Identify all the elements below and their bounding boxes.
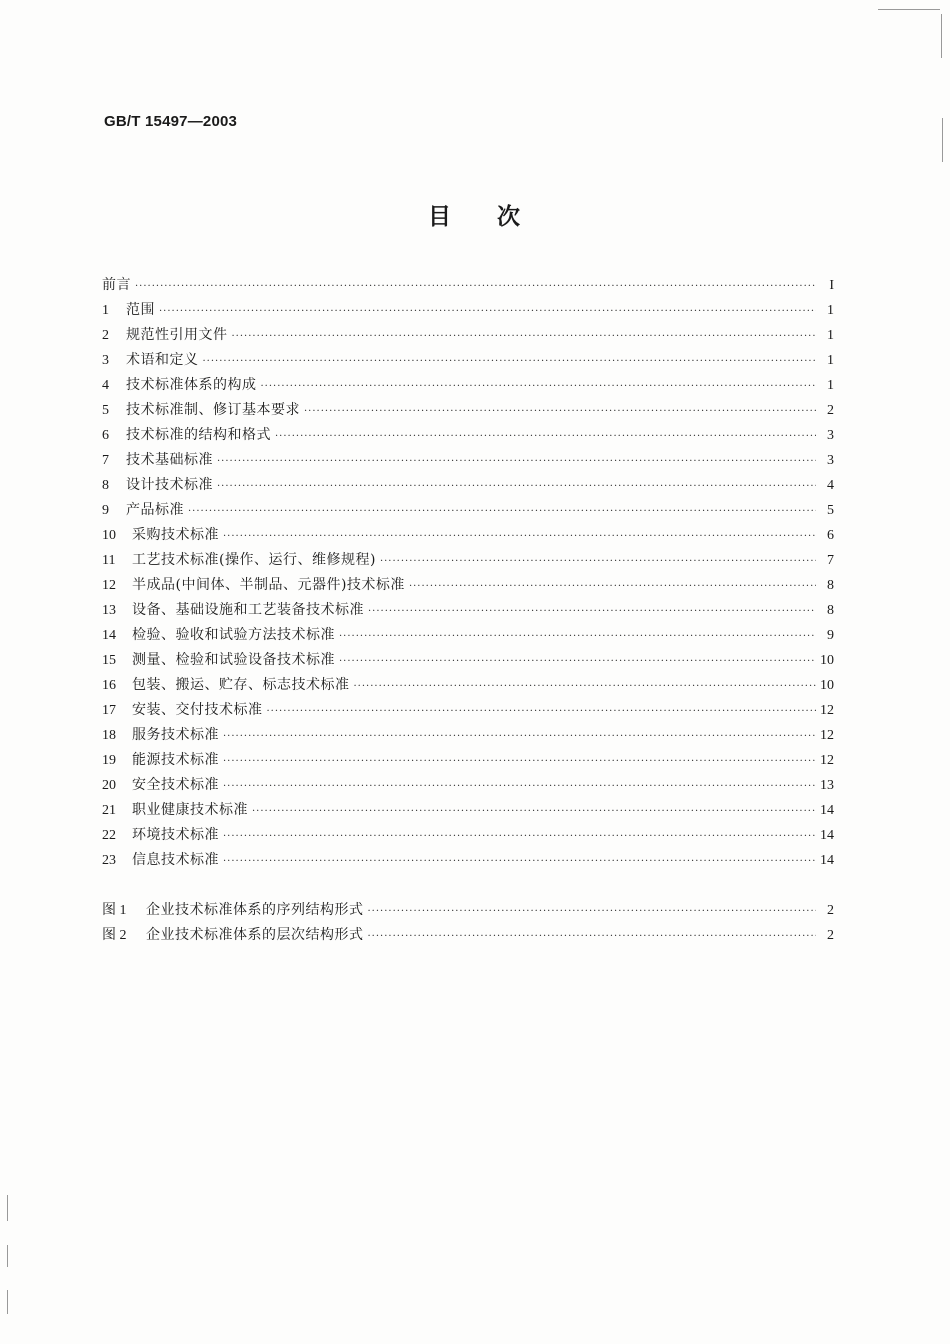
toc-entry-page: 4 (827, 478, 834, 493)
toc-entry-page: 14 (820, 803, 834, 818)
toc-entry-number: 20 (102, 778, 116, 793)
toc-entry-number: 21 (102, 803, 116, 818)
toc-entry-page: 1 (827, 328, 834, 343)
toc-entry-number: 13 (102, 603, 116, 618)
toc-entry-page: I (829, 278, 834, 293)
toc-figure-page: 2 (827, 928, 834, 943)
toc-entry-number: 23 (102, 853, 116, 868)
toc-leader-dots (188, 499, 816, 524)
toc-entry[interactable] (102, 773, 834, 798)
toc-entry-number: 16 (102, 678, 116, 693)
toc-entry[interactable] (102, 373, 834, 398)
toc-entry-page: 10 (820, 653, 834, 668)
toc-entry-number: 9 (102, 503, 109, 518)
toc-entry-number: 3 (102, 353, 109, 368)
toc-entry[interactable] (102, 398, 834, 423)
toc-entry-number: 1 (102, 303, 109, 318)
toc-entry-page: 5 (827, 503, 834, 518)
toc-spacer (102, 873, 834, 898)
toc-entry-label: 检验、验收和试验方法技术标准 (132, 627, 335, 643)
toc-entry-label: 技术标准体系的构成 (126, 377, 257, 393)
toc-leader-dots (409, 574, 816, 599)
toc-leader-dots (223, 524, 816, 549)
toc-entry[interactable] (102, 498, 834, 523)
toc-entry-label: 产品标准 (126, 502, 184, 518)
toc-leader-dots (203, 349, 817, 374)
toc-entry-label: 能源技术标准 (132, 752, 219, 768)
toc-entry-number: 15 (102, 653, 116, 668)
toc-entry-label: 安装、交付技术标准 (132, 702, 263, 718)
table-of-contents (102, 273, 834, 948)
toc-entry[interactable] (102, 723, 834, 748)
toc-entry-page: 9 (827, 628, 834, 643)
toc-entry[interactable] (102, 823, 834, 848)
toc-leader-dots (339, 649, 816, 674)
standard-number: GB/T 15497—2003 (104, 113, 238, 130)
toc-entry-number: 5 (102, 403, 109, 418)
toc-entry-label: 工艺技术标准(操作、运行、维修规程) (132, 552, 376, 568)
toc-entry-label: 技术基础标准 (126, 452, 213, 468)
toc-entry-number: 2 (102, 328, 109, 343)
toc-leader-dots (354, 674, 817, 699)
toc-entry[interactable] (102, 423, 834, 448)
toc-figure-label: 企业技术标准体系的序列结构形式 (146, 902, 364, 918)
toc-entry-label: 采购技术标准 (132, 527, 219, 543)
toc-entry-number: 11 (102, 553, 116, 568)
toc-entry-number: 22 (102, 828, 116, 843)
toc-entry[interactable] (102, 798, 834, 823)
toc-entry-label: 设计技术标准 (126, 477, 213, 493)
toc-entry-label: 规范性引用文件 (126, 327, 228, 343)
toc-entry-page: 13 (820, 778, 834, 793)
toc-entry-label: 环境技术标准 (132, 827, 219, 843)
toc-leader-dots (223, 824, 816, 849)
toc-entry-label: 半成品(中间体、半制品、元器件)技术标准 (132, 577, 405, 593)
toc-leader-dots (159, 299, 816, 324)
toc-entry-foreword[interactable] (102, 273, 834, 298)
toc-entry-page: 1 (827, 303, 834, 318)
toc-entry-label: 设备、基础设施和工艺装备技术标准 (132, 602, 364, 618)
toc-entry[interactable] (102, 323, 834, 348)
toc-leader-dots (135, 274, 816, 299)
toc-entry-page: 1 (827, 378, 834, 393)
toc-entry-label: 范围 (126, 302, 155, 318)
toc-entry[interactable] (102, 848, 834, 873)
toc-figure-entry[interactable] (102, 923, 834, 948)
toc-entry-page: 12 (820, 703, 834, 718)
toc-entry-page: 6 (827, 528, 834, 543)
toc-entry-page: 1 (827, 353, 834, 368)
scan-artifact-left-edge (7, 1290, 8, 1314)
toc-entry-number: 18 (102, 728, 116, 743)
toc-leader-dots (223, 774, 816, 799)
toc-entry[interactable] (102, 598, 834, 623)
toc-leader-dots (261, 374, 817, 399)
toc-entry-label: 前言 (102, 277, 131, 293)
toc-entry[interactable] (102, 748, 834, 773)
toc-entry[interactable] (102, 548, 834, 573)
toc-figure-label: 企业技术标准体系的层次结构形式 (146, 927, 364, 943)
toc-leader-dots (368, 899, 817, 924)
toc-leader-dots (232, 324, 817, 349)
toc-leader-dots (217, 449, 816, 474)
toc-leader-dots (368, 599, 816, 624)
toc-entry[interactable] (102, 448, 834, 473)
toc-leader-dots (368, 924, 817, 949)
toc-figure-number: 图 2 (102, 928, 127, 943)
toc-leader-dots (223, 749, 816, 774)
toc-entry-page: 3 (827, 428, 834, 443)
toc-entry-number: 19 (102, 753, 116, 768)
toc-leader-dots (223, 724, 816, 749)
toc-leader-dots (252, 799, 816, 824)
toc-entry[interactable] (102, 573, 834, 598)
scan-artifact-left-edge (7, 1245, 8, 1267)
toc-entry[interactable] (102, 673, 834, 698)
toc-entry-page: 14 (820, 828, 834, 843)
scan-artifact-top-line (878, 9, 940, 10)
toc-leader-dots (380, 549, 816, 574)
toc-entry[interactable] (102, 298, 834, 323)
toc-figure-entry[interactable] (102, 898, 834, 923)
toc-entry[interactable] (102, 698, 834, 723)
toc-entry-page: 12 (820, 753, 834, 768)
toc-entry-number: 6 (102, 428, 109, 443)
toc-entry-number: 17 (102, 703, 116, 718)
toc-entry-number: 7 (102, 453, 109, 468)
toc-entry[interactable] (102, 648, 834, 673)
toc-entry-page: 14 (820, 853, 834, 868)
toc-entry[interactable] (102, 623, 834, 648)
toc-leader-dots (339, 624, 816, 649)
toc-entry[interactable] (102, 473, 834, 498)
scan-artifact-right-edge (941, 14, 942, 58)
toc-entry-label: 信息技术标准 (132, 852, 219, 868)
toc-entry-page: 10 (820, 678, 834, 693)
toc-entry-label: 服务技术标准 (132, 727, 219, 743)
scan-artifact-right-edge (942, 118, 943, 162)
toc-figure-page: 2 (827, 903, 834, 918)
toc-figure-number: 图 1 (102, 903, 127, 918)
toc-entry-page: 8 (827, 603, 834, 618)
toc-entry-label: 测量、检验和试验设备技术标准 (132, 652, 335, 668)
toc-entry-page: 12 (820, 728, 834, 743)
toc-leader-dots (223, 849, 816, 874)
toc-entry-number: 4 (102, 378, 109, 393)
toc-entry-page: 2 (827, 403, 834, 418)
toc-entry-label: 安全技术标准 (132, 777, 219, 793)
toc-entry-label: 术语和定义 (126, 352, 199, 368)
scan-artifact-left-edge (7, 1195, 8, 1221)
toc-entry-number: 8 (102, 478, 109, 493)
toc-entry-label: 包装、搬运、贮存、标志技术标准 (132, 677, 350, 693)
toc-entry-number: 14 (102, 628, 116, 643)
toc-leader-dots (267, 699, 817, 724)
toc-entry-page: 3 (827, 453, 834, 468)
toc-entry-label: 职业健康技术标准 (132, 802, 248, 818)
toc-entry-label: 技术标准的结构和格式 (126, 427, 271, 443)
toc-leader-dots (217, 474, 816, 499)
toc-entry-number: 10 (102, 528, 116, 543)
toc-leader-dots (275, 424, 816, 449)
toc-entry[interactable] (102, 523, 834, 548)
toc-title: 目次 (428, 204, 566, 230)
toc-entry-page: 8 (827, 578, 834, 593)
toc-entry-label: 技术标准制、修订基本要求 (126, 402, 300, 418)
toc-entry-page: 7 (827, 553, 834, 568)
toc-leader-dots (304, 399, 816, 424)
toc-entry-number: 12 (102, 578, 116, 593)
toc-entry[interactable] (102, 348, 834, 373)
